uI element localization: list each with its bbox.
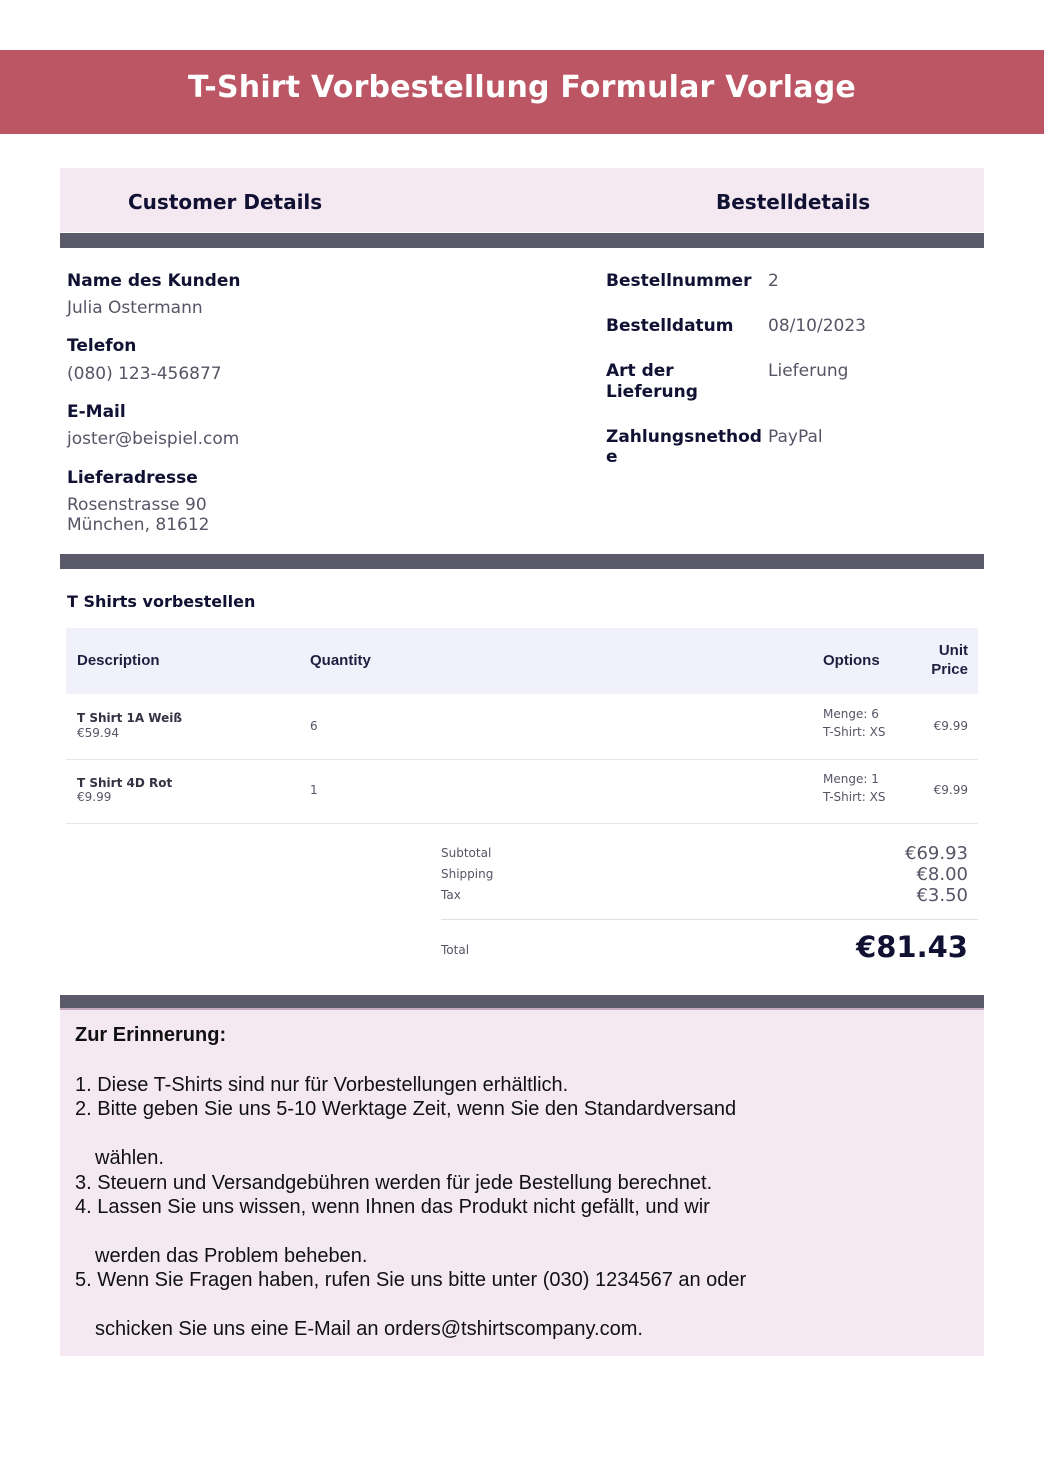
- item-option-size: T-Shirt: XS: [823, 790, 886, 804]
- column-quantity: Quantity: [310, 652, 371, 669]
- total-label: Total: [441, 943, 470, 957]
- reminder-box: [60, 1010, 984, 1356]
- payment-value: PayPal: [768, 427, 823, 447]
- item-option-quantity: Menge: 6: [823, 707, 879, 721]
- section-header: [60, 168, 984, 232]
- reminder-item: 5. Wenn Sie Fragen haben, rufen Sie uns bitte unter (030) 1234567 an oder: [75, 1269, 747, 1291]
- item-name: T Shirt 4D Rot: [77, 776, 173, 790]
- order-date-label: Bestelldatum: [606, 316, 734, 336]
- column-options: Options: [823, 652, 880, 669]
- item-option-quantity: Menge: 1: [823, 772, 879, 786]
- reminder-item: 4. Lassen Sie uns wissen, wenn Ihnen das Produkt nicht gefällt, und wir: [75, 1196, 710, 1218]
- total-divider: [441, 919, 978, 920]
- reminder-item-continuation: werden das Problem beheben.: [95, 1245, 368, 1267]
- payment-label-2: e: [606, 447, 618, 467]
- item-quantity: 6: [310, 719, 318, 733]
- column-unit-price-2: Price: [931, 661, 968, 678]
- table-title: T Shirts vorbestellen: [67, 592, 256, 611]
- address-line-2: München, 81612: [67, 515, 210, 535]
- shipping-value: €8.00: [916, 864, 968, 885]
- item-unit-price: €9.99: [933, 783, 968, 797]
- page-title: T-Shirt Vorbestellung Formular Vorlage: [0, 50, 1044, 134]
- reminder-title: Zur Erinnerung:: [75, 1024, 227, 1046]
- divider-bar: [60, 995, 984, 1008]
- order-number-label: Bestellnummer: [606, 271, 752, 291]
- total-value: €81.43: [856, 930, 968, 964]
- order-date-value: 08/10/2023: [768, 316, 866, 336]
- phone-value: (080) 123-456877: [67, 364, 222, 384]
- table-header: [66, 628, 978, 694]
- column-description: Description: [77, 652, 160, 669]
- column-unit-price-1: Unit: [938, 642, 968, 659]
- reminder-item: 3. Steuern und Versandgebühren werden für jede Bestellung berechnet.: [75, 1172, 713, 1194]
- item-unit-price: €9.99: [933, 719, 968, 733]
- delivery-value: Lieferung: [768, 361, 849, 381]
- subtotal-value: €69.93: [905, 843, 968, 864]
- reminder-item-continuation: schicken Sie uns eine E-Mail an orders@tshirtscompany.com.: [95, 1318, 643, 1340]
- order-number-value: 2: [768, 271, 779, 291]
- phone-label: Telefon: [67, 336, 137, 356]
- table-row: [66, 695, 978, 760]
- item-subtotal: €9.99: [77, 790, 112, 804]
- item-quantity: 1: [310, 783, 318, 797]
- order-details-heading: Bestelldetails: [716, 190, 871, 214]
- payment-label-1: Zahlungsnethod: [606, 427, 762, 447]
- customer-name-label: Name des Kunden: [67, 271, 241, 291]
- shipping-label: Shipping: [441, 867, 494, 881]
- tax-value: €3.50: [916, 885, 968, 906]
- divider-bar: [60, 233, 984, 248]
- email-label: E-Mail: [67, 402, 126, 422]
- item-name: T Shirt 1A Weiß: [77, 711, 182, 725]
- item-option-size: T-Shirt: XS: [823, 725, 886, 739]
- customer-name-value: Julia Ostermann: [67, 298, 203, 318]
- email-value: joster@beispiel.com: [67, 429, 240, 449]
- reminder-item-continuation: wählen.: [95, 1147, 164, 1169]
- divider-bar: [60, 554, 984, 569]
- subtotal-label: Subtotal: [441, 846, 492, 860]
- delivery-label-2: Lieferung: [606, 382, 698, 402]
- address-label: Lieferadresse: [67, 468, 198, 488]
- address-line-1: Rosenstrasse 90: [67, 495, 207, 515]
- table-row: [66, 759, 978, 824]
- item-subtotal: €59.94: [77, 726, 119, 740]
- reminder-item: 1. Diese T-Shirts sind nur für Vorbestellungen erhältlich.: [75, 1074, 569, 1096]
- tax-label: Tax: [441, 888, 461, 902]
- customer-details-heading: Customer Details: [128, 190, 323, 214]
- delivery-label-1: Art der: [606, 361, 674, 381]
- reminder-item: 2. Bitte geben Sie uns 5-10 Werktage Zeit, wenn Sie den Standardversand: [75, 1098, 737, 1120]
